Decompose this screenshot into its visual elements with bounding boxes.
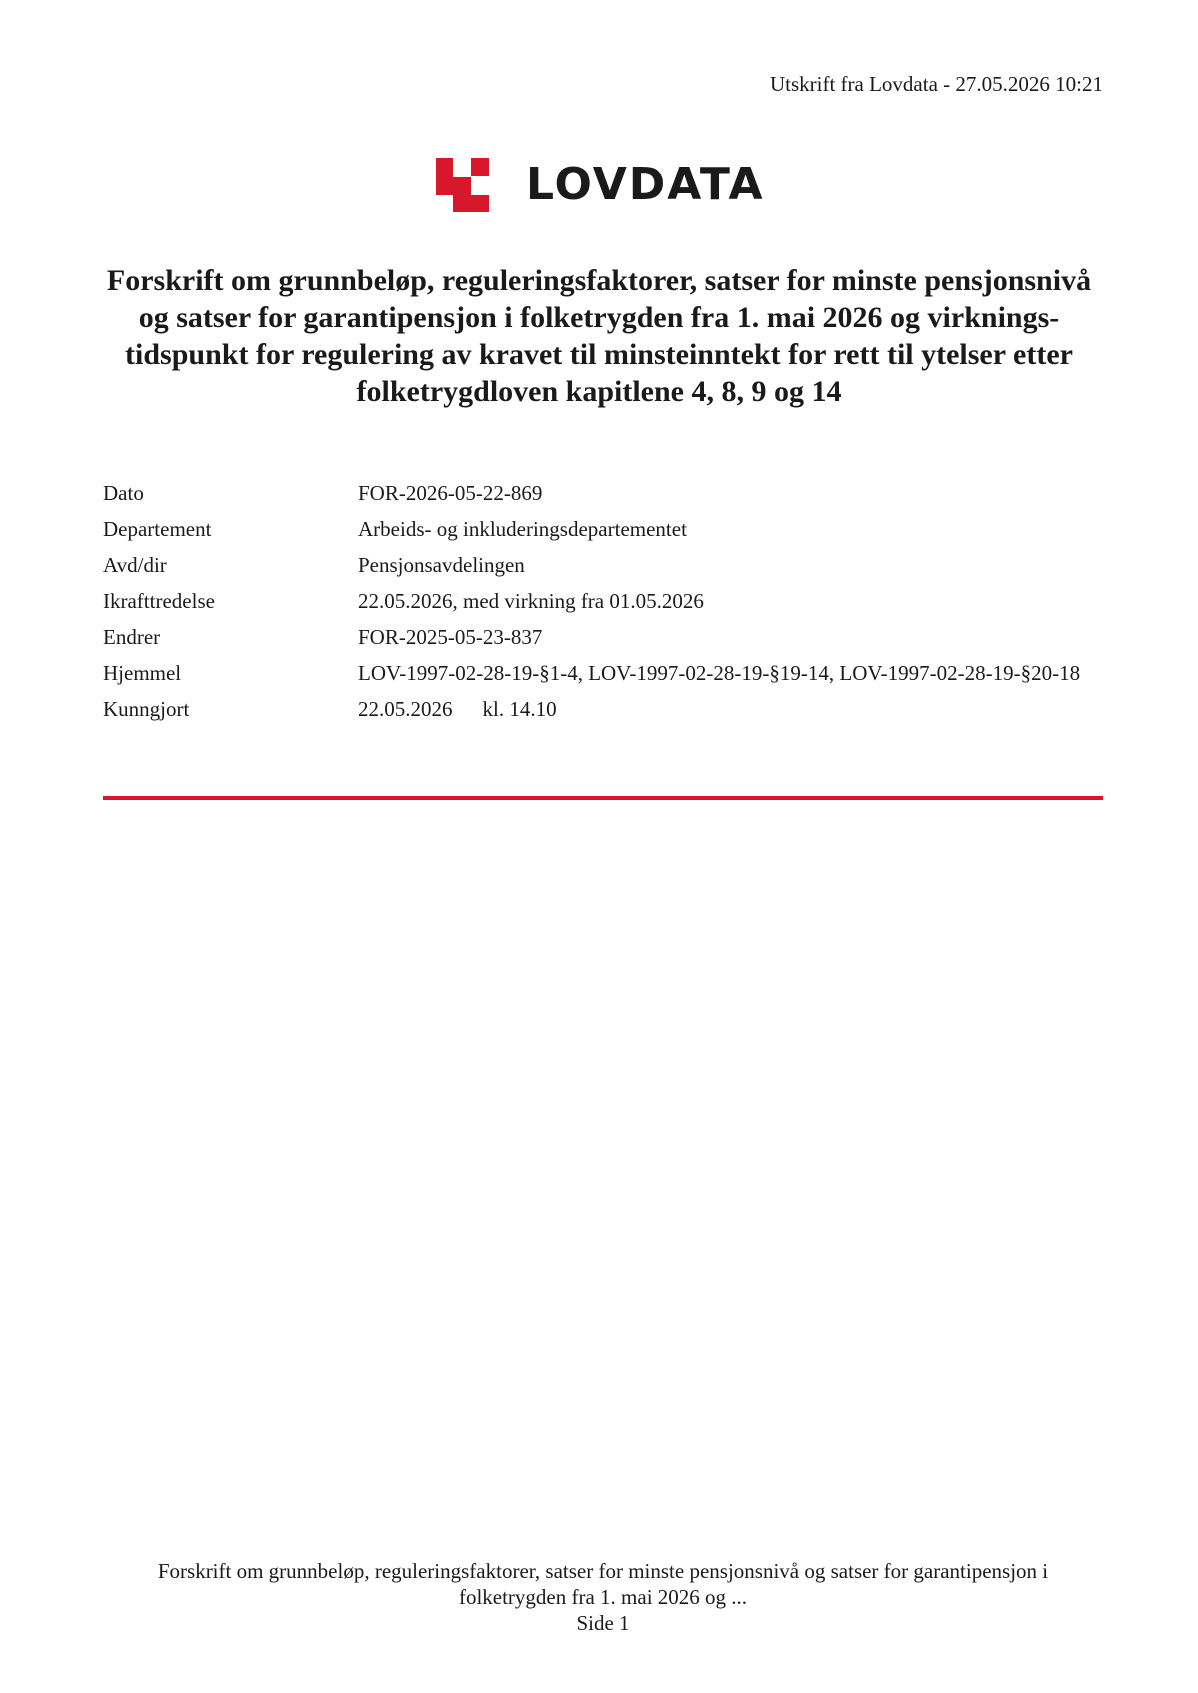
kunngjort-date: 22.05.2026 [358,697,453,721]
metadata-label: Hjemmel [103,661,182,685]
lovdata-logo-text: LOVDATA [526,159,765,210]
metadata-label: Departement [103,517,212,541]
red-divider [103,796,1103,800]
metadata-value [358,696,1103,732]
metadata-value: 22.05.2026, med virkning fra 01.05.2026 [358,589,704,613]
metadata-value: LOV-1997-02-28-19-§1-4, LOV-1997-02-28-19-§19-14, LOV-1997-02-28-19-§20-18 [358,661,1081,685]
metadata-table [103,480,1103,732]
metadata-row-dato [103,480,1103,516]
metadata-row-avd-dir [103,552,1103,588]
lovdata-logo [436,157,765,213]
print-timestamp: Utskrift fra Lovdata - 27.05.2026 10:21 [769,72,1103,96]
page-number: Side 1 [576,1611,630,1635]
metadata-value: FOR-2025-05-23-837 [358,625,543,649]
lovdata-logo-icon [436,158,490,212]
metadata-row-ikrafttredelse [103,588,1103,624]
metadata-value: Arbeids- og inkluderingsdepartementet [358,517,687,541]
metadata-row-kunngjort [103,696,1103,732]
metadata-value: FOR-2026-05-22-869 [358,481,543,505]
metadata-row-hjemmel [103,660,1103,696]
metadata-label: Dato [103,481,144,505]
metadata-label: Avd/dir [103,553,167,577]
metadata-row-endrer [103,624,1103,660]
metadata-row-departement [103,516,1103,552]
footer-title: Forskrift om grunnbeløp, reguleringsfaktorer, satser for minste pensjonsnivå og satser for garantipensjon i folketrygden fra 1. mai 2026 og ... [157,1559,1049,1609]
metadata-label: Ikrafttredelse [103,589,215,613]
kunngjort-time: kl. 14.10 [482,697,557,721]
document-title: Forskrift om grunnbeløp, reguleringsfaktorer, satser for minste pensjonsnivå og satser for garantipensjon i folketrygden fra 1. mai 2026 og virknings-tidspunkt for regulering av kravet til minsteinntekt for rett til ytelser etter folketrygdloven kapitlene 4, 8, 9 og 14 [106,264,1092,408]
metadata-label: Kunngjort [103,697,190,721]
page-footer [103,1558,1103,1636]
metadata-value: Pensjonsavdelingen [358,553,525,577]
metadata-label: Endrer [103,625,161,649]
